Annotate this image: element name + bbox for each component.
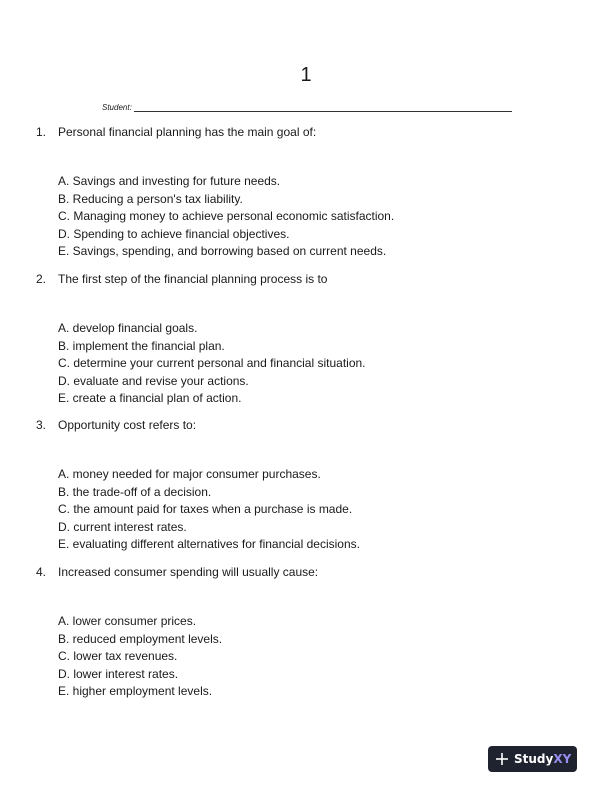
answer-options [58,467,360,555]
question-text: The first step of the financial planning process is to [58,272,328,286]
question-text: Personal financial planning has the main goal of: [58,125,317,139]
student-name-line[interactable] [134,102,512,112]
answer-option: B. reduced employment levels. [58,631,223,646]
student-label: Student: [102,103,132,112]
answer-option: A. develop financial goals. [58,321,198,335]
page-number: 1 [300,64,312,86]
answer-option: B. Reducing a person's tax liability. [58,191,243,206]
answer-option: E. create a financial plan of action. [58,391,242,405]
question-text: Increased consumer spending will usually cause: [58,565,319,579]
brand-name-study: Study [514,752,554,766]
answer-option: C. lower tax revenues. [58,649,178,663]
answer-option: C. Managing money to achieve personal economic satisfaction. [58,209,395,223]
answer-option: D. Spending to achieve financial objectives. [58,226,290,241]
student-field [102,100,512,112]
answer-option: E. evaluating different alternatives for financial decisions. [58,537,360,551]
answer-option: C. determine your current personal and financial situation. [58,356,366,370]
question-number: 1. [36,125,47,139]
question-text: Opportunity cost refers to: [58,418,197,432]
answer-option: A. lower consumer prices. [58,614,197,628]
answer-option: D. lower interest rates. [58,666,179,681]
answer-option: D. current interest rates. [58,519,187,534]
question-number: 3. [36,418,47,432]
answer-option: D. evaluate and revise your actions. [58,373,249,388]
answer-option: A. Savings and investing for future needs. [58,174,281,188]
plus-icon [495,752,509,766]
answer-option: C. the amount paid for taxes when a purchase is made. [58,502,353,516]
brand-name [514,752,571,766]
answer-option: E. Savings, spending, and borrowing based on current needs. [58,244,387,258]
studyxy-logo-badge[interactable] [488,746,577,772]
answer-option: B. the trade-off of a decision. [58,484,212,499]
answer-option: E. higher employment levels. [58,684,213,698]
question-number: 2. [36,272,47,286]
brand-name-xy: XY [553,752,572,766]
answer-option: B. implement the financial plan. [58,338,225,353]
question-number: 4. [36,565,47,579]
answer-option: A. money needed for major consumer purchases. [58,467,321,481]
answer-options [58,614,222,702]
answer-options [58,321,366,409]
answer-options [58,174,394,262]
